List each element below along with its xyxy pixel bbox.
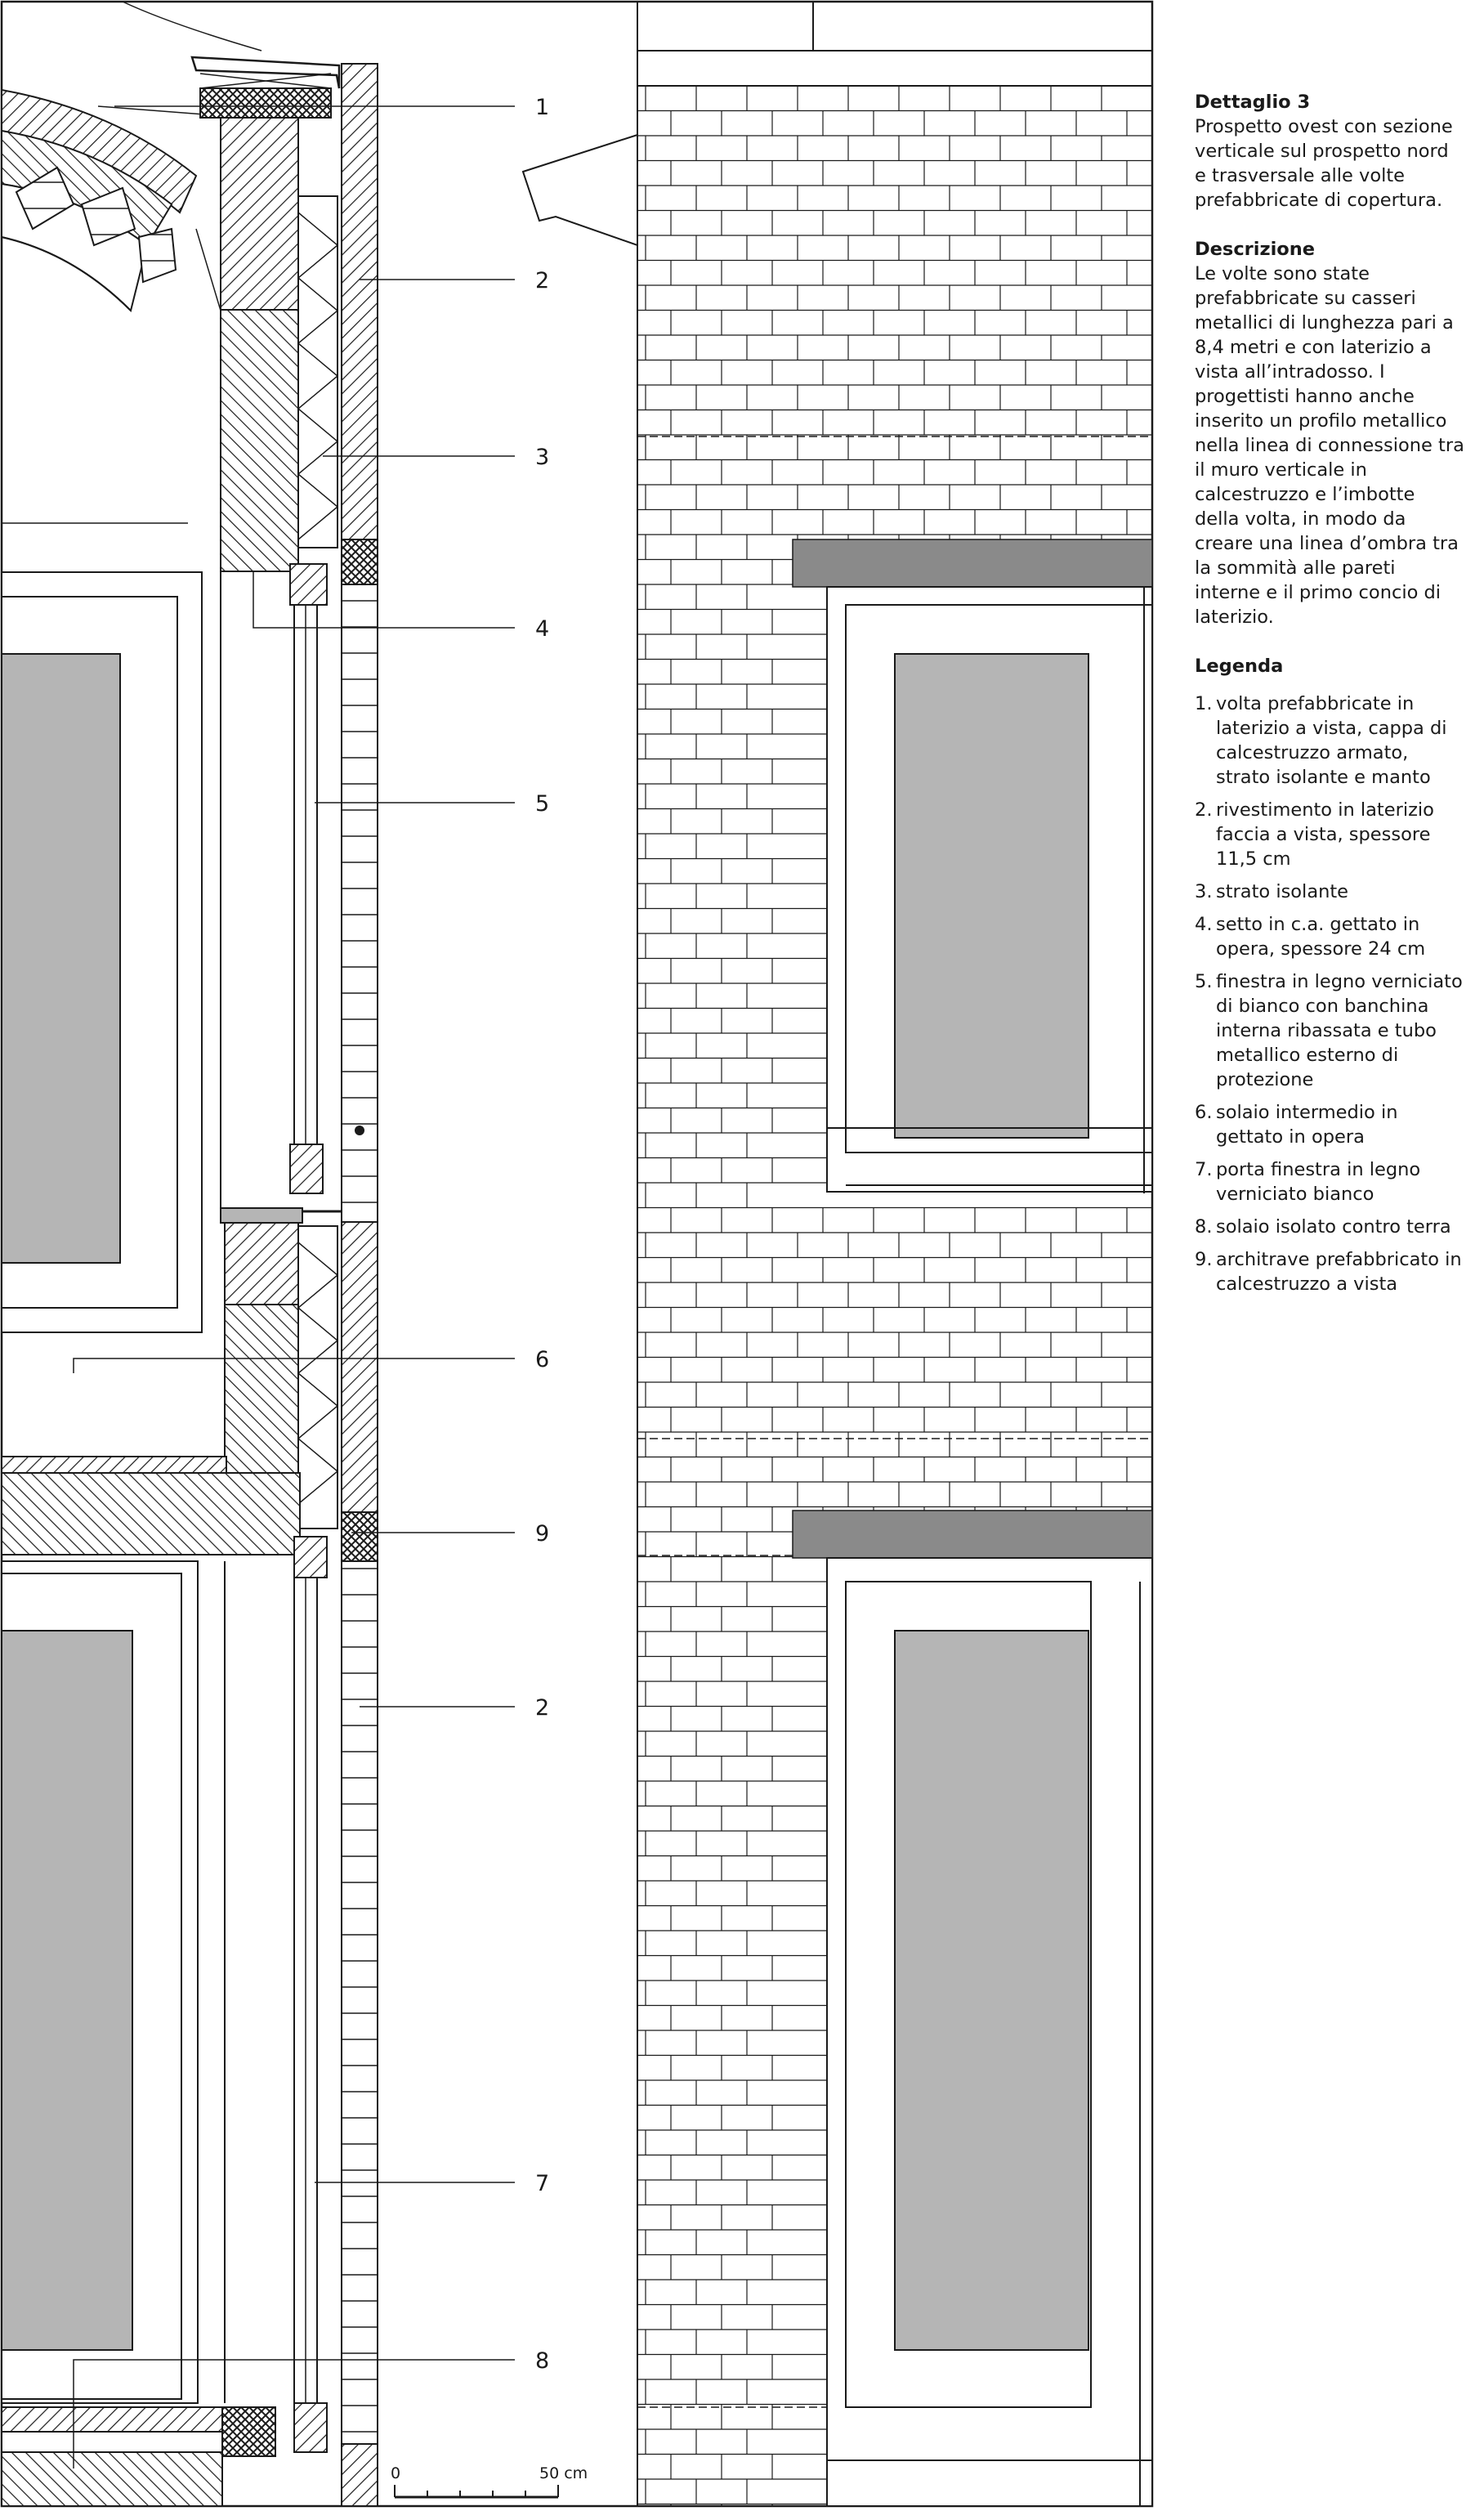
callout-2: 2 <box>535 268 550 293</box>
legend-text: architrave prefabbricato in calcestruzzo a vista <box>1216 1249 1462 1295</box>
callout-numbers <box>535 95 549 2374</box>
callout-6: 6 <box>535 1347 550 1372</box>
legend-text: solaio intermedio in gettato in opera <box>1216 1102 1398 1148</box>
door-window-section-lower <box>294 1537 327 2452</box>
callout-5: 5 <box>535 791 550 817</box>
brick-cladding-section <box>342 64 378 2506</box>
description-heading: Descrizione <box>1195 239 1316 260</box>
scale-end-label: 50 cm <box>539 2464 588 2482</box>
sidebar-text <box>1195 90 1464 1321</box>
legend-item <box>1195 1157 1464 1206</box>
legend-item <box>1195 1247 1464 1296</box>
scale-start-label: 0 <box>391 2464 401 2482</box>
ground-slab <box>2 2407 275 2506</box>
legend-number: 4. <box>1195 914 1213 935</box>
legend-text: strato isolante <box>1216 881 1349 902</box>
callout-4: 4 <box>535 616 550 642</box>
lintel-upper <box>793 539 1152 587</box>
detail-title: Dettaglio 3 <box>1195 92 1311 113</box>
legend-number: 8. <box>1195 1216 1213 1238</box>
caption-block <box>1195 90 1464 213</box>
elevation-door-lower <box>827 1558 1152 2506</box>
legend-number: 6. <box>1195 1102 1213 1123</box>
legend-number: 7. <box>1195 1159 1213 1180</box>
legend-item <box>1195 912 1464 961</box>
legend-number: 2. <box>1195 799 1213 821</box>
detail-subtitle: Prospetto ovest con sezione verticale sul prospetto nord e trasversale alle volte prefabbricate di copertura. <box>1195 116 1453 211</box>
legend-text: finestra in legno verniciato di bianco con banchina interna ribassata e tubo metallico esterno di protezione <box>1216 971 1463 1090</box>
interior-window-upper <box>2 523 221 1332</box>
description-text: Le volte sono state prefabbricate su casseri metallici di lunghezza pari a 8,4 metri e con laterizio a vista all’intradosso. I progettisti hanno anche inserito un profilo metallico nella linea di connessione tra il muro verticale in calcestruzzo e l’imbotte della volta, in modo da creare una linea d’ombra tra la sommità alle pareti interne e il primo concio di laterizio. <box>1195 263 1464 628</box>
window-sill <box>221 1208 302 1223</box>
legend-item <box>1195 798 1464 871</box>
legend-text: setto in c.a. gettato in opera, spessore 24 cm <box>1216 914 1426 960</box>
west-elevation <box>523 2 1152 2506</box>
legend-list <box>1195 692 1464 1296</box>
callout-8: 8 <box>535 2348 550 2374</box>
callout-2b: 2 <box>535 1695 550 1721</box>
concrete-wall-upper <box>196 118 298 571</box>
legend-heading: Legenda <box>1195 656 1284 677</box>
legend-text: volta prefabbricate in laterizio a vista, cappa di calcestruzzo armato, strato isolante e manto <box>1216 693 1447 788</box>
interior-door-lower <box>2 1561 225 2403</box>
legend-number: 5. <box>1195 971 1213 992</box>
legend-block <box>1195 654 1464 1296</box>
legend-item <box>1195 1100 1464 1149</box>
callout-1: 1 <box>535 95 550 120</box>
elevation-window-upper <box>827 587 1152 1193</box>
legend-number: 1. <box>1195 693 1213 714</box>
prefab-vault <box>2 90 204 311</box>
legend-item <box>1195 969 1464 1092</box>
legend-number: 3. <box>1195 881 1213 902</box>
callout-9: 9 <box>535 1521 550 1546</box>
legend-item <box>1195 880 1464 904</box>
callout-7: 7 <box>535 2171 550 2196</box>
lintel-lower <box>793 1511 1152 1558</box>
callout-3: 3 <box>535 445 550 470</box>
scale-bar <box>391 2464 588 2497</box>
legend-text: porta finestra in legno verniciato bianco <box>1216 1159 1421 1205</box>
legend-item <box>1195 692 1464 790</box>
legend-text: rivestimento in laterizio faccia a vista, spessore 11,5 cm <box>1216 799 1434 870</box>
parapet-coping <box>123 2 339 118</box>
description-block <box>1195 237 1464 629</box>
insulation-upper <box>298 196 337 548</box>
legend-item <box>1195 1215 1464 1239</box>
legend-text: solaio isolato contro terra <box>1216 1216 1451 1238</box>
legend-number: 9. <box>1195 1249 1213 1270</box>
